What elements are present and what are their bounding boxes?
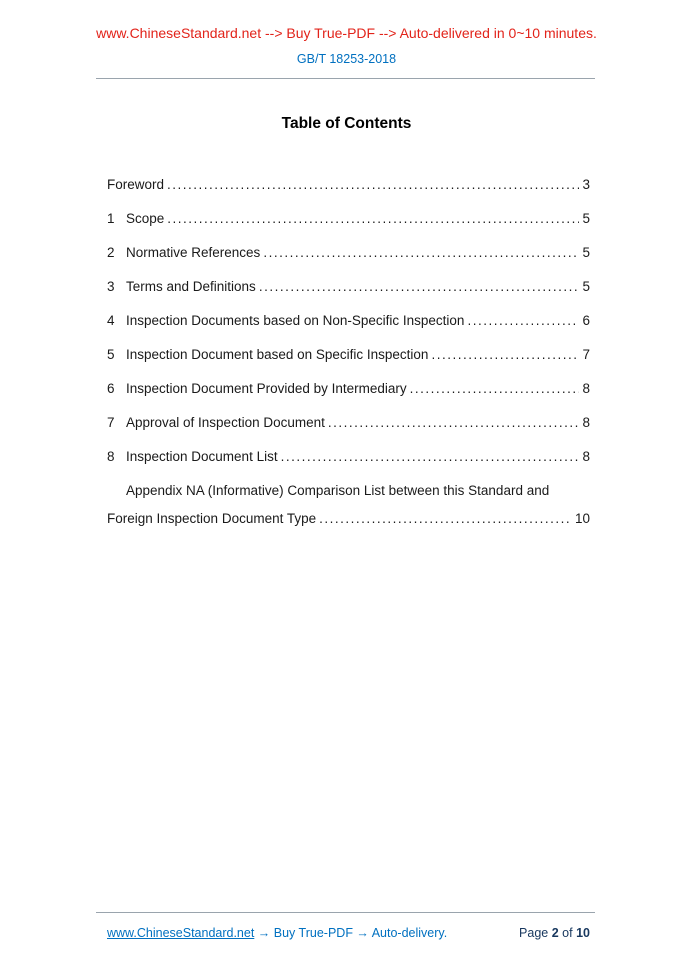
footer-tagline: → Buy True-PDF → Auto-delivery. (257, 926, 448, 940)
toc-item-number: 3 (107, 279, 115, 294)
of-label: of (562, 926, 573, 940)
table-of-contents (107, 175, 590, 529)
toc-page-number: 3 (582, 177, 590, 192)
dot-leader (259, 277, 580, 297)
toc-page-number: 5 (582, 279, 590, 294)
toc-item-number: 8 (107, 449, 115, 464)
toc-label: Foreign Inspection Document Type (107, 511, 317, 526)
toc-row-non-specific-inspection (107, 311, 590, 331)
page-indicator (519, 926, 590, 940)
page-header (0, 0, 693, 79)
page-title: Table of Contents (281, 115, 412, 132)
toc-label: Terms and Definitions (126, 279, 256, 294)
toc-page-number: 6 (582, 313, 590, 328)
toc-row-scope (107, 209, 590, 229)
toc-row-document-list (107, 447, 590, 467)
toc-row-terms-definitions (107, 277, 590, 297)
dot-leader (281, 447, 580, 467)
toc-label: Inspection Documents based on Non-Specific Inspection (126, 313, 465, 328)
dot-leader (263, 243, 579, 263)
footer-row (107, 926, 590, 940)
toc-label: Scope (126, 211, 165, 226)
toc-item-number: 6 (107, 381, 115, 396)
toc-page-number: 7 (582, 347, 590, 362)
toc-page-number: 5 (582, 245, 590, 260)
dot-leader (167, 209, 579, 229)
toc-label: Inspection Document based on Specific Inspection (126, 347, 429, 362)
toc-item-number: 4 (107, 313, 115, 328)
toc-label: Inspection Document List (126, 449, 278, 464)
toc-appendix-line1: Appendix NA (Informative) Comparison List between this Standard and (126, 483, 550, 498)
toc-row-approval (107, 413, 590, 433)
toc-item-number: 2 (107, 245, 115, 260)
toc-item-number: 1 (107, 211, 115, 226)
toc-page-number: 8 (582, 415, 590, 430)
toc-item-number: 7 (107, 415, 115, 430)
dot-leader (410, 379, 580, 399)
toc-item-number: 5 (107, 347, 115, 362)
toc-row-intermediary (107, 379, 590, 399)
dot-leader (319, 509, 572, 529)
toc-label: Approval of Inspection Document (126, 415, 325, 430)
footer-divider (96, 912, 595, 913)
page-label: Page (519, 926, 549, 940)
footer-left (107, 926, 447, 940)
dot-leader (328, 413, 580, 433)
toc-row-normative-references (107, 243, 590, 263)
toc-row-foreword (107, 175, 590, 195)
toc-page-number: 5 (582, 211, 590, 226)
header-divider (96, 78, 595, 79)
standard-code: GB/T 18253-2018 (296, 52, 397, 66)
page-current: 2 (551, 926, 559, 940)
toc-page-number: 8 (582, 381, 590, 396)
toc-label: Normative References (126, 245, 261, 260)
toc-row-specific-inspection (107, 345, 590, 365)
toc-label: Foreword (107, 177, 165, 192)
dot-leader (467, 311, 579, 331)
footer-site-link[interactable]: www.ChineseStandard.net (107, 926, 255, 940)
dot-leader (167, 175, 579, 195)
toc-page-number: 8 (582, 449, 590, 464)
toc-page-number: 10 (574, 511, 590, 526)
toc-label: Inspection Document Provided by Intermediary (126, 381, 407, 396)
page-footer (0, 912, 693, 940)
toc-appendix-line2-row (107, 509, 590, 529)
promo-banner: www.ChineseStandard.net --> Buy True-PDF --> Auto-delivered in 0~10 minutes. (96, 25, 597, 41)
dot-leader (431, 345, 579, 365)
page-total: 10 (576, 926, 590, 940)
